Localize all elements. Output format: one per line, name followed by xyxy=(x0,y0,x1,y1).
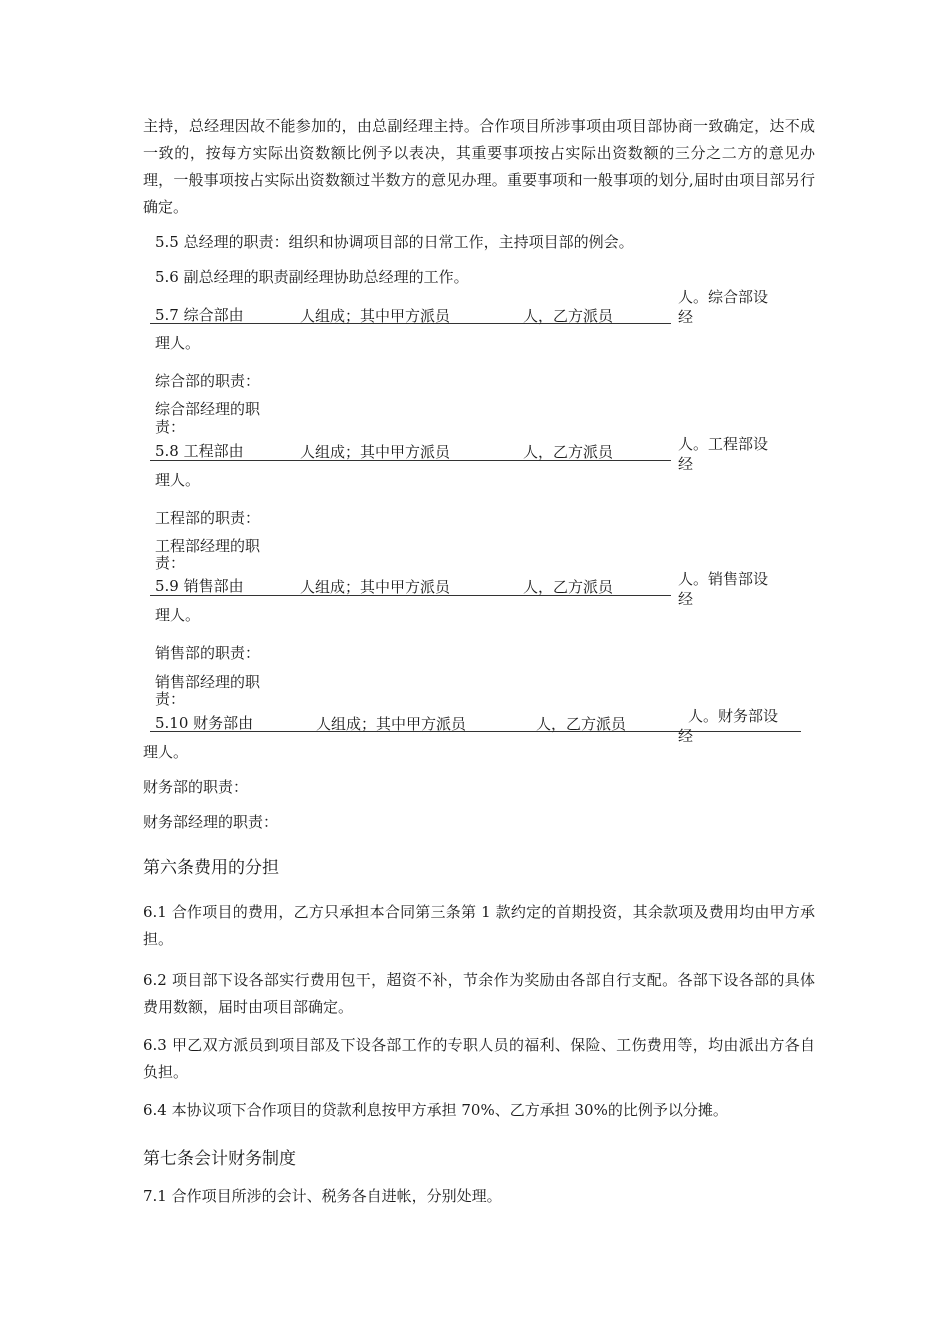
clause-5-7-members: 人组成；其中甲方派员 xyxy=(300,307,451,325)
clause-6-3: 6.3 甲乙双方派员到项目部及下设各部工作的专职人员的福利、保险、工伤费用等，均由派出方各自负担。 xyxy=(143,1036,815,1081)
clause-5-10-duty: 财务部的职责： xyxy=(143,778,249,796)
clause-5-8-mgr-duty-cont: 责： xyxy=(155,554,186,572)
clause-5-10-dept: 人。财务部设 xyxy=(688,707,779,725)
clause-5-7-manager: 经 xyxy=(678,308,694,326)
clause-5-8-manager: 经 xyxy=(678,455,694,473)
clause-5-7-mgr-duty-cont: 责： xyxy=(155,418,186,436)
clause-5-6: 5.6 副总经理的职责副经理协助总经理的工作。 xyxy=(155,268,469,286)
clause-5-8-partyb: 人，乙方派员 xyxy=(523,443,614,461)
clause-5-10-label: 5.10 财务部由 xyxy=(155,714,254,732)
clause-5-10-person: 理人。 xyxy=(143,743,189,761)
clause-6-4: 6.4 本协议项下合作项目的贷款利息按甲方承担 70%、乙方承担 30%的比例予以分摊。 xyxy=(143,1101,728,1119)
clause-5-10-members: 人组成；其中甲方派员 xyxy=(316,715,467,733)
intro-paragraph: 主持，总经理因故不能参加的，由总副经理主持。合作项目所涉事项由项目部协商一致确定，达不成一致的，按每方实际出资数额比例予以表决，其重要事项按占实际出资数额的三分之二方的意见办理，一般事项按占实际出资数额过半数方的意见办理。重要事项和一般事项的划分,届时由项目部另行确定。 xyxy=(143,117,815,216)
clause-5-8-duty: 工程部的职责： xyxy=(155,509,261,527)
clause-5-9-manager: 经 xyxy=(678,590,694,608)
clause-5-9-mgr-duty: 销售部经理的职 xyxy=(155,673,261,691)
clause-5-5: 5.5 总经理的职责：组织和协调项目部的日常工作，主持项目部的例会。 xyxy=(155,233,634,251)
clause-7-1: 7.1 合作项目所涉的会计、税务各自进帐，分别处理。 xyxy=(143,1187,502,1205)
article-7-title: 第七条会计财务制度 xyxy=(143,1149,296,1169)
clause-5-8-person: 理人。 xyxy=(155,471,201,489)
clause-5-7-person: 理人。 xyxy=(155,334,201,352)
article-6-title: 第六条费用的分担 xyxy=(143,858,279,878)
clause-5-10-manager: 经 xyxy=(678,727,694,745)
clause-5-7-label: 5.7 综合部由 xyxy=(155,306,244,324)
clause-5-9-person: 理人。 xyxy=(155,606,201,624)
clause-5-10-partyb: 人，乙方派员 xyxy=(536,715,627,733)
clause-5-9-mgr-duty-cont: 责： xyxy=(155,690,186,708)
clause-5-10-mgr-duty: 财务部经理的职责： xyxy=(143,813,279,831)
clause-5-9-duty: 销售部的职责： xyxy=(155,644,261,662)
clause-6-2: 6.2 项目部下设各部实行费用包干，超资不补，节余作为奖励由各部自行支配。各部下设各部的具体费用数额，届时由项目部确定。 xyxy=(143,971,815,1016)
clause-5-8-mgr-duty: 工程部经理的职 xyxy=(155,537,261,555)
clause-5-8-label: 5.8 工程部由 xyxy=(155,442,244,460)
clause-5-8-members: 人组成；其中甲方派员 xyxy=(300,443,451,461)
clause-5-7-duty: 综合部的职责： xyxy=(155,372,261,390)
clause-5-7-partyb: 人，乙方派员 xyxy=(523,307,614,325)
clause-5-9-dept: 人。销售部设 xyxy=(678,570,769,588)
clause-5-9-label: 5.9 销售部由 xyxy=(155,577,244,595)
clause-5-8-dept: 人。工程部设 xyxy=(678,435,769,453)
clause-5-7-dept: 人。综合部设 xyxy=(678,288,769,306)
clause-6-1: 6.1 合作项目的费用，乙方只承担本合同第三条第 1 款约定的首期投资，其余款项及费用均由甲方承担。 xyxy=(143,903,815,948)
clause-5-9-partyb: 人，乙方派员 xyxy=(523,578,614,596)
clause-5-7-mgr-duty: 综合部经理的职 xyxy=(155,400,261,418)
clause-5-9-members: 人组成；其中甲方派员 xyxy=(300,578,451,596)
